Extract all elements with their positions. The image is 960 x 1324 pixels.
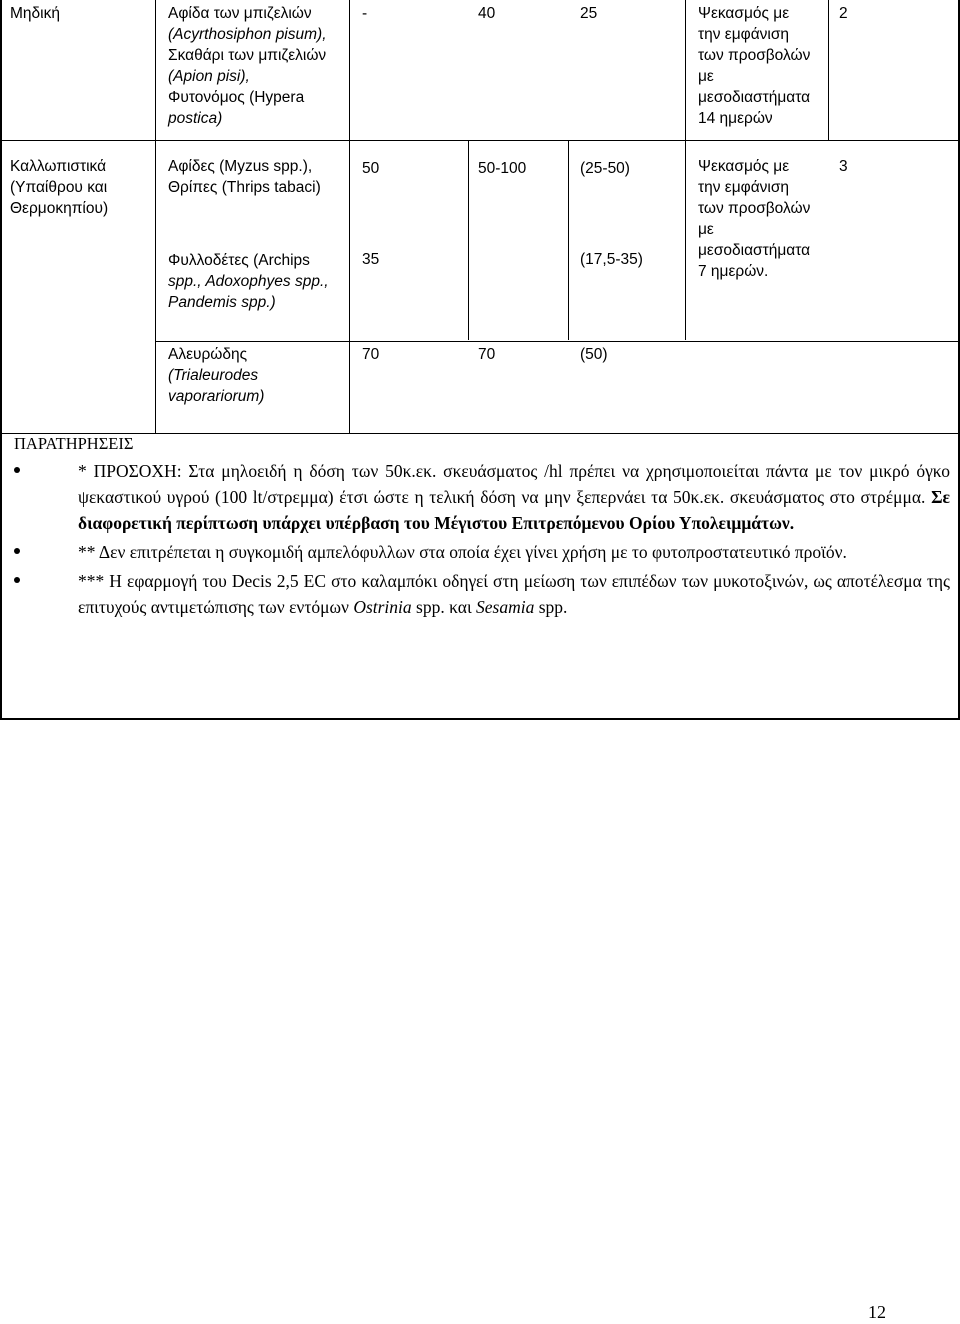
dose-cell: 70 bbox=[478, 346, 496, 363]
max-applications-cell: 3 bbox=[839, 158, 848, 175]
observations-section bbox=[14, 433, 950, 620]
max-applications-cell: 2 bbox=[839, 5, 848, 22]
bullet-icon bbox=[14, 539, 78, 565]
list-item: *** Η εφαρμογή του Decis 2,5 EC στο καλαμπόκι οδηγεί στη μείωση των επιπέδων των μυκοτοξινών, ως αποτέλεσμα της επιτυχούς αντιμετώπισης των εντόμων Ostrinia spp. και Sesamia spp. bbox=[14, 568, 950, 620]
dose-cell: 25 bbox=[580, 5, 598, 22]
dose-cell: 50 bbox=[362, 160, 380, 177]
crop-cell: Μηδική bbox=[10, 5, 60, 22]
page-number: 12 bbox=[868, 1302, 886, 1322]
dose-cell: - bbox=[362, 5, 368, 22]
dose-cell: (50) bbox=[580, 346, 608, 363]
dose-cell: 50-100 bbox=[478, 160, 527, 177]
dose-cell: 70 bbox=[362, 346, 380, 363]
list-item: ** Δεν επιτρέπεται η συγκομιδή αμπελόφυλλων στα οποία έχει γίνει χρήση με το φυτοπροστατευτικό προϊόν. bbox=[14, 539, 950, 565]
bullet-icon bbox=[14, 568, 78, 620]
dose-cell: 40 bbox=[478, 5, 496, 22]
dose-cell: (25-50) bbox=[580, 160, 630, 177]
list-item: * ΠΡΟΣΟΧΗ: Στα μηλοειδή η δόση των 50κ.εκ. σκευάσματος /hl πρέπει να χρησιμοποιείται πάντα με τον μικρό όγκο ψεκαστικού υγρού (100 lt/στρεμμα) έτσι ώστε η τελική δόση να μην ξεπερνάει τα 50κ.εκ. σκευάσματος στο στρέμμα. Σε διαφορετική περίπτωση υπάρχει υπέρβαση του Μέγιστου Επιτρεπόμενου Ορίου Υπολειμμάτων. bbox=[14, 458, 950, 536]
bullet-icon bbox=[14, 458, 78, 536]
dose-cell: 35 bbox=[362, 251, 380, 268]
dose-cell: (17,5-35) bbox=[580, 251, 643, 268]
observations-title: ΠΑΡΑΤΗΡΗΣΕΙΣ bbox=[14, 434, 134, 453]
